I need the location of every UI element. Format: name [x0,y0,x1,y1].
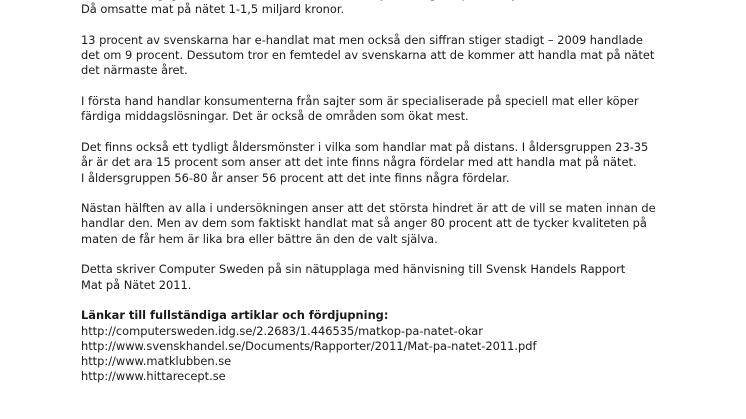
text-line: det om 9 procent. Dessutom tror en femtedel av svenskarna att de kommer att handla mat på nätet [81,48,655,63]
paragraph-specialized-sites [81,94,681,125]
links-list [81,324,681,385]
text-line: färdiga middagslösningar. Det är också de områden som ökat mest. [81,109,469,124]
paragraph-source [81,262,681,293]
link-svenskhandel-report[interactable]: http://www.svenskhandel.se/Documents/Rapporter/2011/Mat-pa-natet-2011.pdf [81,338,537,353]
text-line: år är det ara 15 procent som anser att det inte finns några fördelar med att handla mat på nätet. [81,155,637,170]
links-heading: Länkar till fullständiga artiklar och fördjupning: [81,308,389,323]
text-line: I första hand handlar konsumenterna från sajter som är specialiserade på speciell mat eller köper [81,94,639,109]
link-hittarecept[interactable]: http://www.hittarecept.se [81,369,226,384]
link-computersweden[interactable]: http://computersweden.idg.se/2.2683/1.446535/matkop-pa-natet-okar [81,323,483,338]
text-line: Det finns också ett tydligt åldersmönster i vilka som handlar mat på distans. I åldersgruppen 23-35 [81,139,649,154]
text-line: maten de får hem är lika bra eller bättre än den de valt själva. [81,231,438,246]
link-matklubben[interactable]: http://www.matklubben.se [81,354,232,369]
paragraph-ehandel-share [81,33,681,79]
text-line: Då omsatte mat på nätet 1-1,5 miljard kronor. [81,2,345,17]
paragraph-revenue [81,0,681,18]
text-line: Mat på Nätet 2011. [81,277,192,292]
text-line: Detta skriver Computer Sweden på sin nätupplaga med hänvisning till Svensk Handels Rapport [81,262,626,277]
text-line: I åldersgruppen 56-80 år anser 56 procent att det inte finns några fördelar. [81,170,510,185]
text-line: handlar den. Men av dem som faktiskt handlat mat så anger 80 procent att de tycker kvaliteten på [81,216,647,231]
text-line: det närmaste året. [81,63,188,78]
paragraph-obstacles [81,201,681,247]
text-line: Nästan hälften av alla i undersökningen anser att det största hindret är att de vill se maten innan de [81,201,656,216]
text-line: 13 procent av svenskarna har e-handlat mat men också den siffran stiger stadigt – 2009 handlade [81,32,643,47]
paragraph-age-pattern [81,140,681,186]
document-body [81,0,681,385]
